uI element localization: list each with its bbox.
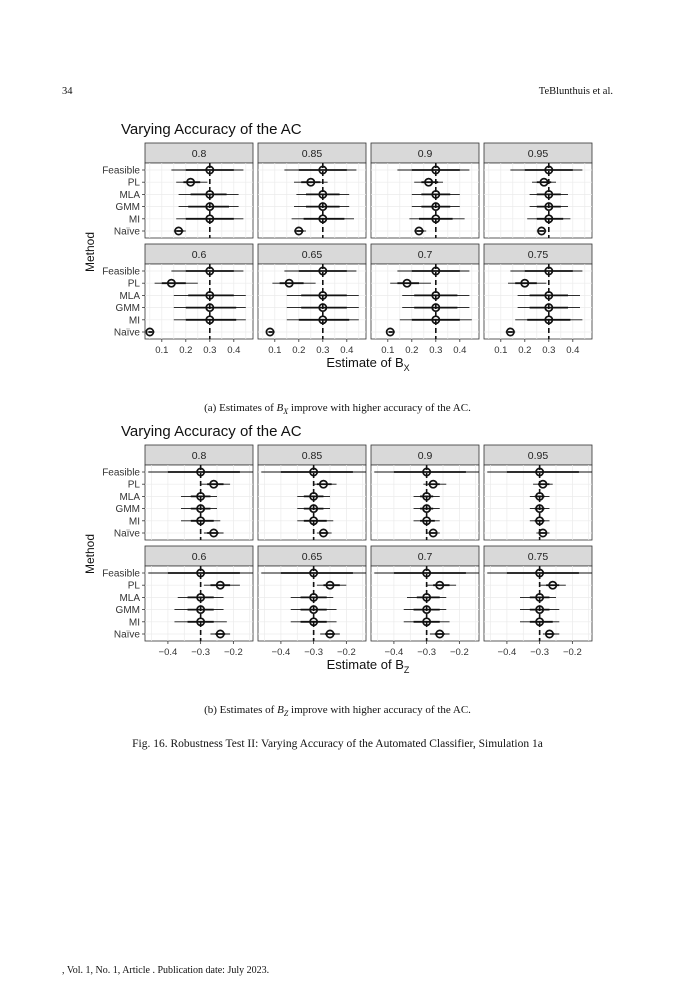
running-header-authors: TeBlunthuis et al. [538, 86, 613, 97]
caption-b-sub: Z [283, 709, 289, 719]
x-tick-label: −0.4 [497, 647, 517, 658]
y-tick-label: Feasible [102, 165, 140, 177]
facet-panel [371, 264, 479, 339]
x-tick-label: 0.2 [405, 345, 419, 356]
facet-label: 0.75 [527, 249, 549, 261]
facet-label: 0.95 [527, 450, 549, 462]
y-tick-label: MI [128, 214, 140, 226]
facet-label: 0.65 [301, 249, 323, 261]
facet-panel [258, 465, 366, 540]
x-tick-label: −0.4 [384, 647, 404, 658]
y-tick-label: GMM [115, 202, 140, 214]
y-tick-label: Naïve [113, 629, 140, 641]
x-tick-label: 0.4 [227, 345, 241, 356]
x-tick-label: −0.3 [530, 647, 550, 658]
facet-panel [484, 264, 592, 339]
x-tick-label: 0.1 [381, 345, 395, 356]
facet-label: 0.6 [191, 249, 207, 261]
facet-panel [258, 163, 366, 238]
x-tick-label: −0.4 [271, 647, 291, 658]
caption-b-post: improve with higher accuracy of the AC. [288, 704, 471, 716]
y-tick-label: Feasible [102, 568, 140, 580]
y-tick-label: Feasible [102, 266, 140, 278]
facet-panel [371, 566, 479, 641]
facet-label: 0.7 [417, 551, 433, 563]
x-tick-label: −0.2 [223, 647, 243, 658]
x-tick-label: 0.2 [179, 345, 193, 356]
x-tick-label: 0.1 [268, 345, 282, 356]
caption-b-var: B [277, 704, 284, 716]
facet-panel [145, 566, 253, 641]
facet-panel [371, 163, 479, 238]
facet-label: 0.85 [301, 450, 323, 462]
facet-panel [484, 163, 592, 238]
x-tick-label: 0.4 [566, 345, 580, 356]
facet-panel [258, 264, 366, 339]
y-tick-label: Naïve [113, 226, 140, 238]
y-tick-label: Naïve [113, 327, 140, 339]
x-tick-label: −0.4 [158, 647, 178, 658]
x-tick-label: 0.1 [155, 345, 169, 356]
figure-caption: Fig. 16. Robustness Test II: Varying Accuracy of the Automated Classifier, Simulation 1a [132, 738, 543, 750]
figure-a-chart [0, 112, 675, 402]
facet-label: 0.75 [527, 551, 549, 563]
y-tick-label: MI [128, 516, 140, 528]
y-tick-label: PL [127, 479, 140, 491]
x-tick-label: −0.3 [304, 647, 324, 658]
y-tick-label: MLA [119, 491, 140, 503]
x-tick-label: 0.3 [316, 345, 330, 356]
chart-title: Varying Accuracy of the AC [121, 121, 302, 138]
caption-a-sub: X [283, 407, 289, 417]
x-tick-label: 0.3 [429, 345, 443, 356]
y-tick-label: PL [127, 278, 140, 290]
caption-a-post: improve with higher accuracy of the AC. [288, 402, 471, 414]
facet-label: 0.9 [417, 148, 433, 160]
facet-label: 0.8 [191, 148, 207, 160]
facet-label: 0.9 [417, 450, 433, 462]
chart-title: Varying Accuracy of the AC [121, 423, 302, 440]
x-tick-label: −0.3 [191, 647, 211, 658]
y-tick-label: PL [127, 580, 140, 592]
facet-label: 0.65 [301, 551, 323, 563]
x-tick-label: 0.2 [518, 345, 532, 356]
figure-b-chart [0, 414, 675, 704]
facet-panel [484, 465, 592, 540]
x-tick-label: −0.2 [449, 647, 469, 658]
y-tick-label: GMM [115, 303, 140, 315]
y-tick-label: GMM [115, 605, 140, 617]
x-axis-title: Estimate of $B_Z$ [326, 657, 410, 675]
x-tick-label: −0.2 [562, 647, 582, 658]
facet-panel [484, 566, 592, 641]
facet-panel [145, 163, 253, 238]
facet-panel [258, 566, 366, 641]
x-axis-title: Estimate of $B_X$ [326, 355, 410, 373]
caption-a-var: B [276, 402, 284, 414]
figure-b-caption [0, 704, 675, 718]
y-axis-title: Method [83, 231, 97, 273]
facet-label: 0.85 [301, 148, 323, 160]
y-tick-label: MLA [119, 290, 140, 302]
facet-label: 0.6 [191, 551, 207, 563]
y-axis-title: Method [83, 533, 97, 575]
page-number: 34 [62, 86, 73, 97]
caption-a-pre: (a) Estimates of [204, 402, 277, 414]
facet-panel [145, 465, 253, 540]
x-tick-label: 0.3 [203, 345, 217, 356]
caption-b-pre: (b) Estimates of [204, 704, 278, 716]
y-tick-label: PL [127, 177, 140, 189]
y-tick-label: MLA [119, 592, 140, 604]
x-tick-label: −0.2 [336, 647, 356, 658]
facet-panel [145, 264, 253, 339]
y-tick-label: GMM [115, 504, 140, 516]
facet-label: 0.95 [527, 148, 549, 160]
y-tick-label: Feasible [102, 467, 140, 479]
y-tick-label: Naïve [113, 528, 140, 540]
y-tick-label: MLA [119, 189, 140, 201]
x-tick-label: 0.1 [494, 345, 508, 356]
facet-label: 0.8 [191, 450, 207, 462]
facet-label: 0.7 [417, 249, 433, 261]
x-tick-label: 0.4 [340, 345, 354, 356]
y-tick-label: MI [128, 617, 140, 629]
x-tick-label: 0.2 [292, 345, 306, 356]
x-tick-label: 0.3 [542, 345, 556, 356]
y-tick-label: MI [128, 315, 140, 327]
page-footer: , Vol. 1, No. 1, Article . Publication date: July 2023. [62, 965, 270, 976]
x-tick-label: −0.3 [417, 647, 437, 658]
x-tick-label: 0.4 [453, 345, 467, 356]
facet-panel [371, 465, 479, 540]
